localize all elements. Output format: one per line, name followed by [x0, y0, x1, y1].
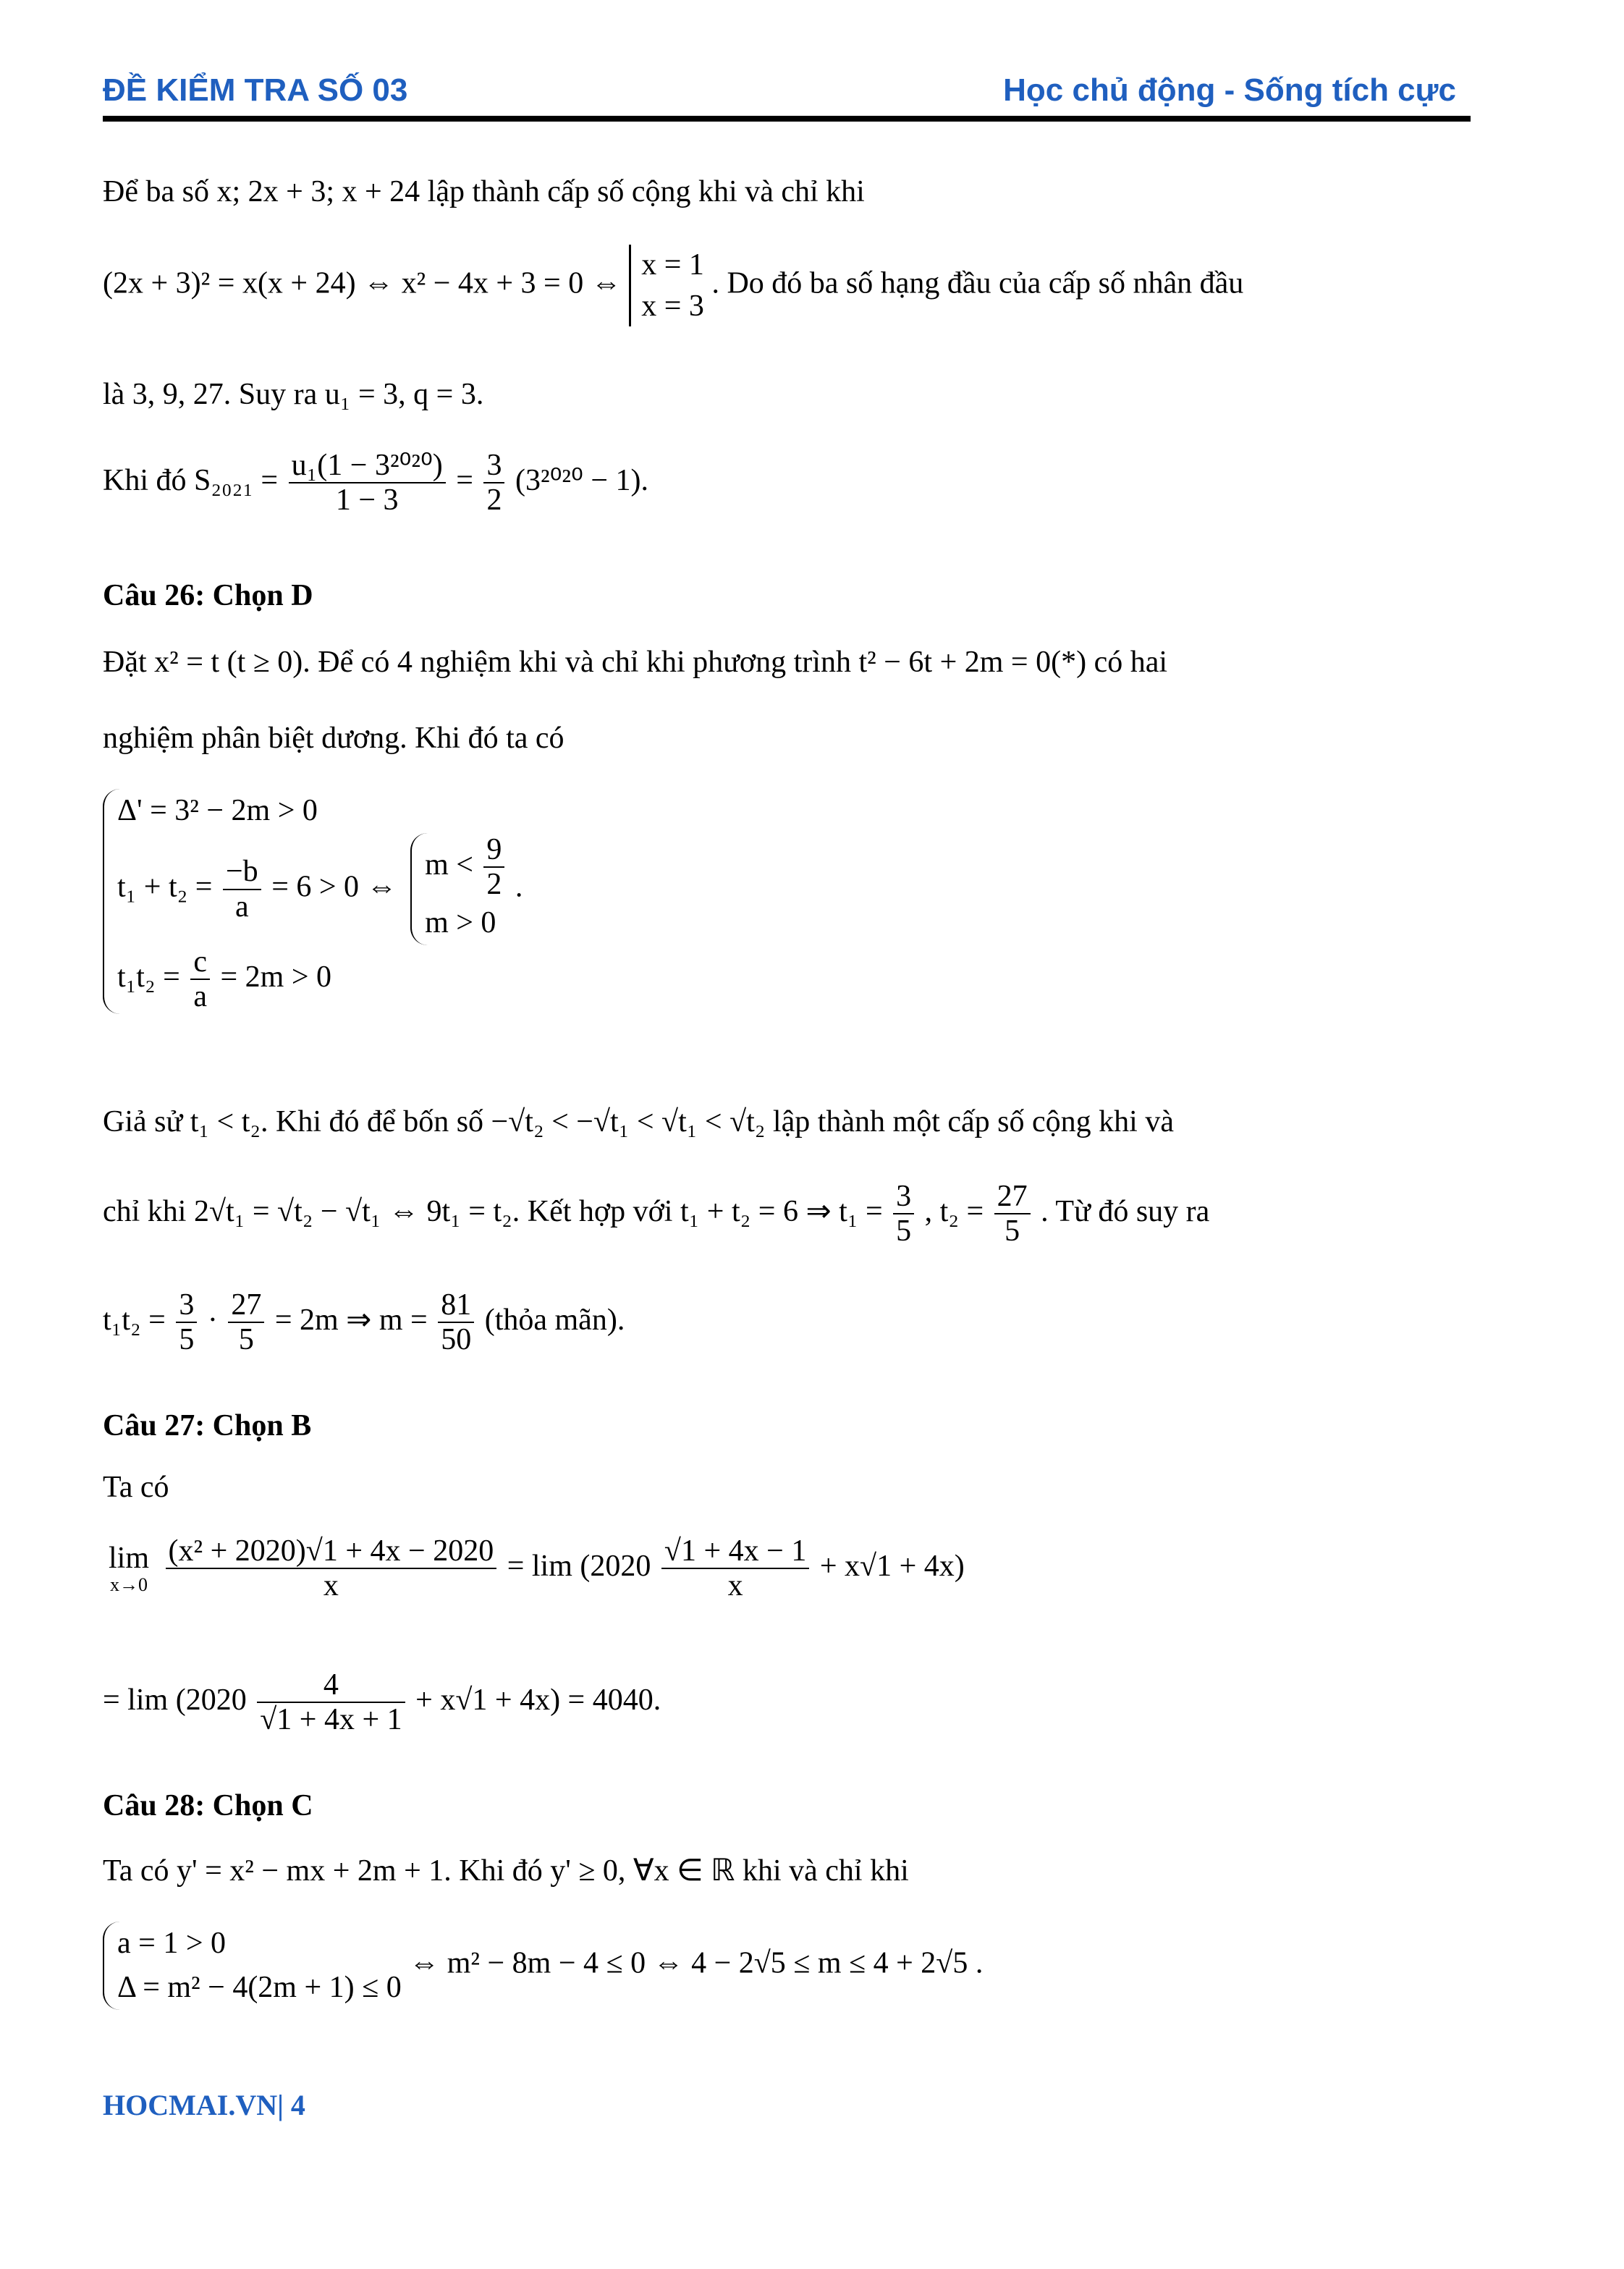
- eq12-right: + x√1 + 4x) = 4040.: [415, 1683, 661, 1717]
- text-line-10: Ta có: [103, 1471, 169, 1504]
- sys-row-2-right: = 6 > 0 ⇔: [271, 870, 397, 904]
- eq4-denominator: 1 − 3: [335, 483, 399, 517]
- eq2-right: . Do đó ba số hạng đầu của cấp số nhân đầu: [711, 266, 1244, 300]
- eq2-root-1: x = 1: [641, 248, 704, 282]
- eq8-num-1: 3: [893, 1180, 914, 1214]
- question-27-heading: Câu 27: Chọn B: [103, 1409, 312, 1442]
- eq11-lim-sub: x→0: [110, 1573, 148, 1595]
- equation-line-14: [103, 1922, 983, 2010]
- sys-row-2-num: −b: [223, 855, 261, 890]
- eq4-left: Khi đó S₂₀₂₁ =: [103, 463, 279, 497]
- sys28-row-2: Δ = m² − 4(2m + 1) ≤ 0: [117, 1970, 402, 2004]
- eq9-fraction-2: [228, 1288, 264, 1356]
- sys-row-3: [117, 945, 523, 1013]
- sys-row-3-right: = 2m > 0: [220, 960, 332, 994]
- eq8-fraction-2: [994, 1180, 1031, 1248]
- eq2-bracket: [629, 245, 704, 326]
- sys-row-2: [117, 833, 523, 945]
- sys-row-3-den: a: [193, 980, 207, 1014]
- equation-line-4: [103, 449, 648, 517]
- header-rule: [103, 116, 1471, 122]
- eq4-numerator: u₁(1 − 3²⁰²⁰): [289, 449, 446, 483]
- eq11-coef: (2020: [580, 1549, 651, 1583]
- eq9-num-2: 27: [228, 1288, 264, 1323]
- eq2-root-2: x = 3: [641, 289, 704, 323]
- eq12-lim: = lim: [103, 1683, 169, 1717]
- eq11-den: x: [323, 1569, 339, 1603]
- sys-right-dot: .: [515, 870, 523, 904]
- eq8-fraction-1: [893, 1180, 914, 1248]
- eq11-den-2: x: [727, 1569, 743, 1603]
- eq4-numerator-2: 3: [483, 449, 504, 483]
- eq8-right: . Từ đó suy ra: [1041, 1194, 1210, 1228]
- eq8-left: chỉ khi 2√t₁ = √t₂ − √t₁ ⇔ 9t₁ = t₂. Kết hợp với t₁ + t₂ = 6 ⇒ t₁ =: [103, 1194, 883, 1228]
- eq4-fraction: [289, 449, 446, 517]
- eq11-num: (x² + 2020)√1 + 4x − 2020: [166, 1534, 497, 1569]
- eq11-equals: = lim: [507, 1549, 572, 1583]
- eq4-equals: =: [456, 463, 473, 497]
- eq11-num-2: √1 + 4x − 1: [661, 1534, 809, 1569]
- system-26-right: [410, 833, 507, 945]
- eq9-den-3: 50: [441, 1323, 472, 1357]
- sys-right-row-1: [425, 833, 507, 901]
- text-line-1: Để ba số x; 2x + 3; x + 24 lập thành cấp số cộng khi và chỉ khi: [103, 175, 865, 208]
- header-slogan: Học chủ động - Sống tích cực: [1003, 72, 1456, 108]
- equation-line-8: [103, 1180, 1209, 1248]
- sys-row-2-den: a: [235, 890, 249, 924]
- eq12-den: √1 + 4x + 1: [260, 1703, 402, 1737]
- eq11-lim: [106, 1542, 152, 1596]
- equation-line-2: [103, 245, 1243, 326]
- eq4-denominator-2: 2: [486, 483, 502, 517]
- eq11-fraction: [166, 1534, 497, 1602]
- sys-right-den: 2: [486, 868, 502, 902]
- eq11-fraction-2: [661, 1534, 809, 1602]
- eq2-left: (2x + 3)² = x(x + 24) ⇔ x² − 4x + 3 = 0 ⇔: [103, 266, 622, 300]
- text-line-3: là 3, 9, 27. Suy ra u₁ = 3, q = 3.: [103, 378, 484, 411]
- eq9-fraction-1: [176, 1288, 197, 1356]
- eq8-den-1: 5: [896, 1214, 912, 1248]
- eq9-num-1: 3: [176, 1288, 197, 1323]
- eq14-right: ⇔ m² − 8m − 4 ≤ 0 ⇔ 4 − 2√5 ≤ m ≤ 4 + 2√5 .: [409, 1946, 984, 1980]
- text-line-13: Ta có y' = x² − mx + 2m + 1. Khi đó y' ≥ 0, ∀x ∈ ℝ khi và chỉ khi: [103, 1854, 909, 1888]
- eq11-lim-word: lim: [109, 1541, 150, 1575]
- sys-row-3-fraction: [190, 945, 210, 1013]
- eq9-num-3: 81: [438, 1288, 474, 1323]
- question-28-heading: Câu 28: Chọn C: [103, 1789, 313, 1822]
- sys-right-row-1-left: m <: [425, 848, 473, 882]
- header-title: ĐỀ KIỂM TRA SỐ 03: [103, 72, 408, 108]
- equation-line-12: [103, 1668, 661, 1736]
- sys-right-fraction: [483, 833, 504, 901]
- text-line-5: Đặt x² = t (t ≥ 0). Để có 4 nghiệm khi và chỉ khi phương trình t² − 6t + 2m = 0(*) có hai: [103, 646, 1168, 679]
- eq4-right: (3²⁰²⁰ − 1).: [515, 463, 649, 497]
- question-26-heading: Câu 26: Chọn D: [103, 579, 313, 612]
- sys28-row-1: a = 1 > 0: [117, 1927, 227, 1960]
- sys-row-2-fraction: [223, 855, 261, 923]
- eq9-left: t₁t₂ =: [103, 1303, 166, 1337]
- eq9-den-1: 5: [179, 1323, 195, 1357]
- eq12-coef: (2020: [175, 1683, 247, 1717]
- eq9-mid: = 2m ⇒ m =: [274, 1303, 428, 1337]
- eq8-mid: , t₂ =: [924, 1194, 984, 1228]
- eq9-den-2: 5: [238, 1323, 254, 1357]
- system-26: [103, 789, 523, 1014]
- text-line-6: nghiệm phân biệt dương. Khi đó ta có: [103, 722, 564, 755]
- system-28: [103, 1922, 402, 2010]
- eq9-dot: ·: [207, 1303, 218, 1337]
- eq11-right: + x√1 + 4x): [819, 1549, 965, 1583]
- equation-line-11: [103, 1534, 965, 1602]
- eq9-right: (thỏa mãn).: [484, 1303, 625, 1337]
- eq8-den-2: 5: [1005, 1214, 1020, 1248]
- eq12-num: 4: [257, 1668, 405, 1703]
- eq4-fraction-2: [483, 449, 504, 517]
- sys-row-2-left: t₁ + t₂ =: [117, 870, 213, 904]
- system-26-left: [103, 789, 523, 1014]
- eq9-fraction-3: [438, 1288, 474, 1356]
- sys-row-1: Δ' = 3² − 2m > 0: [117, 794, 318, 827]
- text-line-7: Giả sử t₁ < t₂. Khi đó để bốn số −√t₂ < −√t₁ < √t₁ < √t₂ lập thành một cấp số cộng khi và: [103, 1105, 1174, 1138]
- sys-right-row-2: m > 0: [425, 906, 496, 940]
- sys-row-3-num: c: [190, 945, 210, 980]
- equation-line-9: [103, 1288, 625, 1356]
- sys-row-3-left: t₁t₂ =: [117, 960, 180, 994]
- eq12-fraction: [257, 1668, 405, 1736]
- sys-right-num: 9: [483, 833, 504, 868]
- eq8-num-2: 27: [994, 1180, 1031, 1214]
- footer-page-label: HOCMAI.VN| 4: [103, 2089, 305, 2121]
